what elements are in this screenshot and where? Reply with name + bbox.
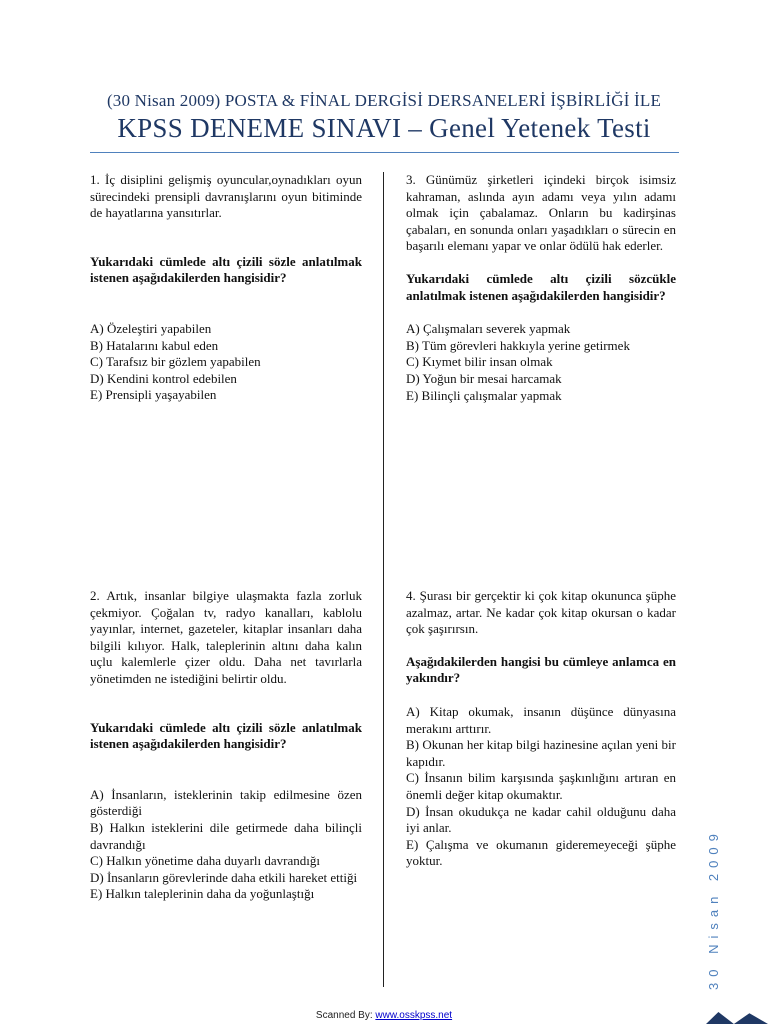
option-a: A) İnsanların, isteklerinin takip edilmesine özen gösterdiği — [90, 786, 362, 819]
question-prompt: Yukarıdaki cümlede altı çizili sözcükle anlatılmak istenen aşağıdakilerden hangisidir? — [406, 270, 676, 303]
answer-options — [90, 321, 362, 404]
question-prompt: Yukarıdaki cümlede altı çizili sözle anlatılmak istenen aşağıdakilerden hangisidir? — [90, 719, 362, 752]
question-3 — [406, 172, 676, 404]
answer-options — [90, 787, 362, 903]
option-e: E) Bilinçli çalışmalar yapmak — [406, 387, 562, 403]
answer-options — [406, 321, 676, 404]
option-c: C) İnsanın bilim karşısında şaşkınlığını artıran en önemli değer kitap okumaktır. — [406, 770, 676, 802]
side-date: 30 Nisan 2009 — [706, 828, 721, 990]
option-c: C) Halkın yönetime daha duyarlı davrandığı — [90, 853, 320, 869]
footer-link[interactable]: www.osskpss.net — [375, 1010, 453, 1021]
option-e: E) Prensipli yaşayabilen — [90, 387, 217, 403]
option-d: D) Kendini kontrol edebilen — [90, 370, 237, 386]
option-b: B) Tüm görevleri hakkıyla yerine getirmek — [406, 337, 630, 353]
header-subtitle: (30 Nisan 2009) POSTA & FİNAL DERGİSİ DERSANELERİ İŞBİRLİĞİ İLE — [106, 91, 662, 110]
option-d: D) Yoğun bir mesai harcamak — [406, 370, 562, 386]
answer-options — [406, 704, 676, 870]
page-title: KPSS DENEME SINAVI – Genel Yetenek Testi — [117, 113, 651, 143]
question-stem: 2. Artık, insanlar bilgiye ulaşmakta fazla zorluk çekmiyor. Çoğalan tv, radyo kanalları, kablolu yayınlar, internet, gazeteler, kitaplar insanları daha bilgili kılıyor. Halk, taleplerinin altını daha kalın uçlu kalemlerle çizer oldu. Daha net tavırlarla yönetimden ne istediğini belirtir oldu. — [90, 588, 362, 686]
option-a: A) Özeleştiri yapabilen — [90, 320, 212, 336]
option-b: B) Hatalarını kabul eden — [90, 337, 219, 353]
question-prompt: Yukarıdaki cümlede altı çizili sözle anlatılmak istenen aşağıdakilerden hangisidir? — [90, 253, 362, 286]
footer — [0, 1010, 768, 1021]
question-1 — [90, 172, 362, 404]
option-b: B) Okunan her kitap bilgi hazinesine açılan yeni bir kapıdır. — [406, 737, 676, 769]
question-2 — [90, 588, 362, 903]
option-e: E) Halkın taleplerinin daha da yoğunlaştığı — [90, 886, 315, 902]
option-a: A) Çalışmaları severek yapmak — [406, 321, 571, 337]
option-b: B) Halkın isteklerini dile getirmede daha bilinçli davrandığı — [90, 819, 362, 852]
question-stem: 1. İç disiplini gelişmiş oyuncular,oynadıkları oyun sürecindeki prensipli davranışlarını oyun bitiminde de hayatlarına yansıtırlar. — [90, 172, 362, 221]
question-stem: 4. Şurası bir gerçektir ki çok kitap okununca şüphe azalmaz, artar. Ne kadar çok kitap okursan o kadar çok şaşırırsın. — [406, 588, 676, 637]
header-rule — [90, 152, 679, 153]
option-a: A) Kitap okumak, insanın düşünce dünyasına merakını arttırır. — [406, 703, 676, 736]
question-stem: 3. Günümüz şirketleri içindeki birçok isimsiz kahraman, aslında ayın adamı veya yılın adamı olmak için çabalamaz. Onların bu kadirşinas çabaları, en sonunda onları yaşadıkları o sürecin en başarılı elemanı yapar ve onlar ödülü hak ederler. — [406, 172, 676, 254]
option-c: C) Tarafsız bir gözlem yapabilen — [90, 354, 261, 370]
column-divider — [383, 172, 384, 987]
option-e: E) Çalışma ve okumanın gideremeyeceği şüphe yoktur. — [406, 836, 676, 869]
footer-label: Scanned By: — [315, 1010, 376, 1021]
question-4 — [406, 588, 676, 870]
question-prompt: Aşağıdakilerden hangisi bu cümleye anlamca en yakındır? — [406, 653, 676, 686]
option-d: D) İnsan okudukça ne kadar cahil olduğunu daha iyi anlar. — [406, 803, 676, 836]
option-c: C) Kıymet bilir insan olmak — [406, 354, 553, 370]
option-d: D) İnsanların görevlerinde daha etkili hareket ettiği — [90, 869, 358, 885]
